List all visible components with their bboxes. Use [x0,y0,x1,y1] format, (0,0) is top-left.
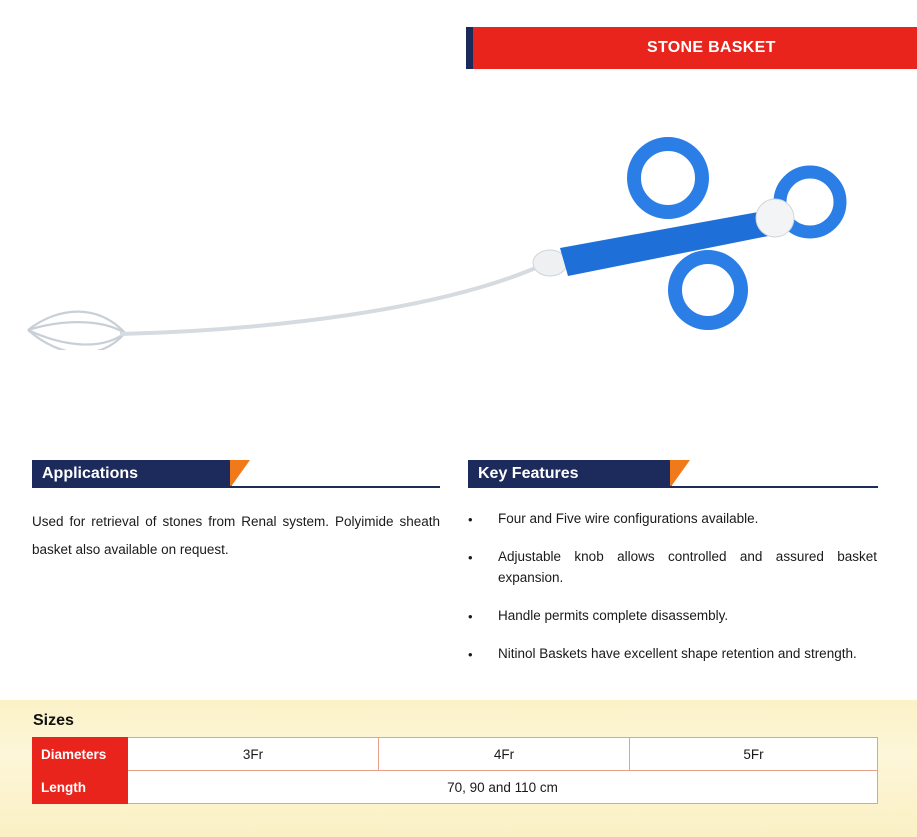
list-item: • Nitinol Baskets have excellent shape retention and strength. [464,643,877,664]
key-features-heading: Key Features [468,460,672,488]
knob-icon [756,199,794,237]
diameter-4fr: 4Fr [379,738,630,771]
sheath-icon [120,266,540,334]
page-title: STONE BASKET [647,39,776,56]
title-bar [466,27,917,69]
diameter-5fr: 5Fr [630,738,878,771]
stone-basket-device-illustration [20,130,870,350]
list-item: • Adjustable knob allows controlled and assured basket expansion. [468,549,877,585]
basket-icon [28,312,125,350]
key-features-list [464,508,877,664]
table-row [33,738,878,771]
bullet-icon: • [468,550,473,565]
sizes-table [32,737,878,804]
diameters-label: Diameters [33,738,128,771]
applications-heading: Applications [32,460,232,488]
key-features-accent [670,460,690,488]
applications-accent [230,460,250,488]
key-features-header [468,460,878,490]
diameter-3fr: 3Fr [128,738,379,771]
applications-rule [32,486,440,488]
table-row [33,771,878,804]
length-label: Length [33,771,128,804]
list-item: • Four and Five wire configurations available. [464,508,877,529]
applications-header [32,460,440,490]
list-item: • Handle permits complete disassembly. [464,605,877,626]
applications-text: Used for retrieval of stones from Renal system. Polyimide sheath basket also available on request. [32,514,440,557]
bottom-ring-icon [675,257,741,323]
bullet-icon: • [468,609,473,624]
bullet-icon: • [468,647,473,662]
key-features-rule [468,486,878,488]
sizes-title: Sizes [33,712,74,729]
length-value: 70, 90 and 110 cm [128,771,878,804]
top-ring-icon [634,144,702,212]
bullet-icon: • [468,512,473,527]
